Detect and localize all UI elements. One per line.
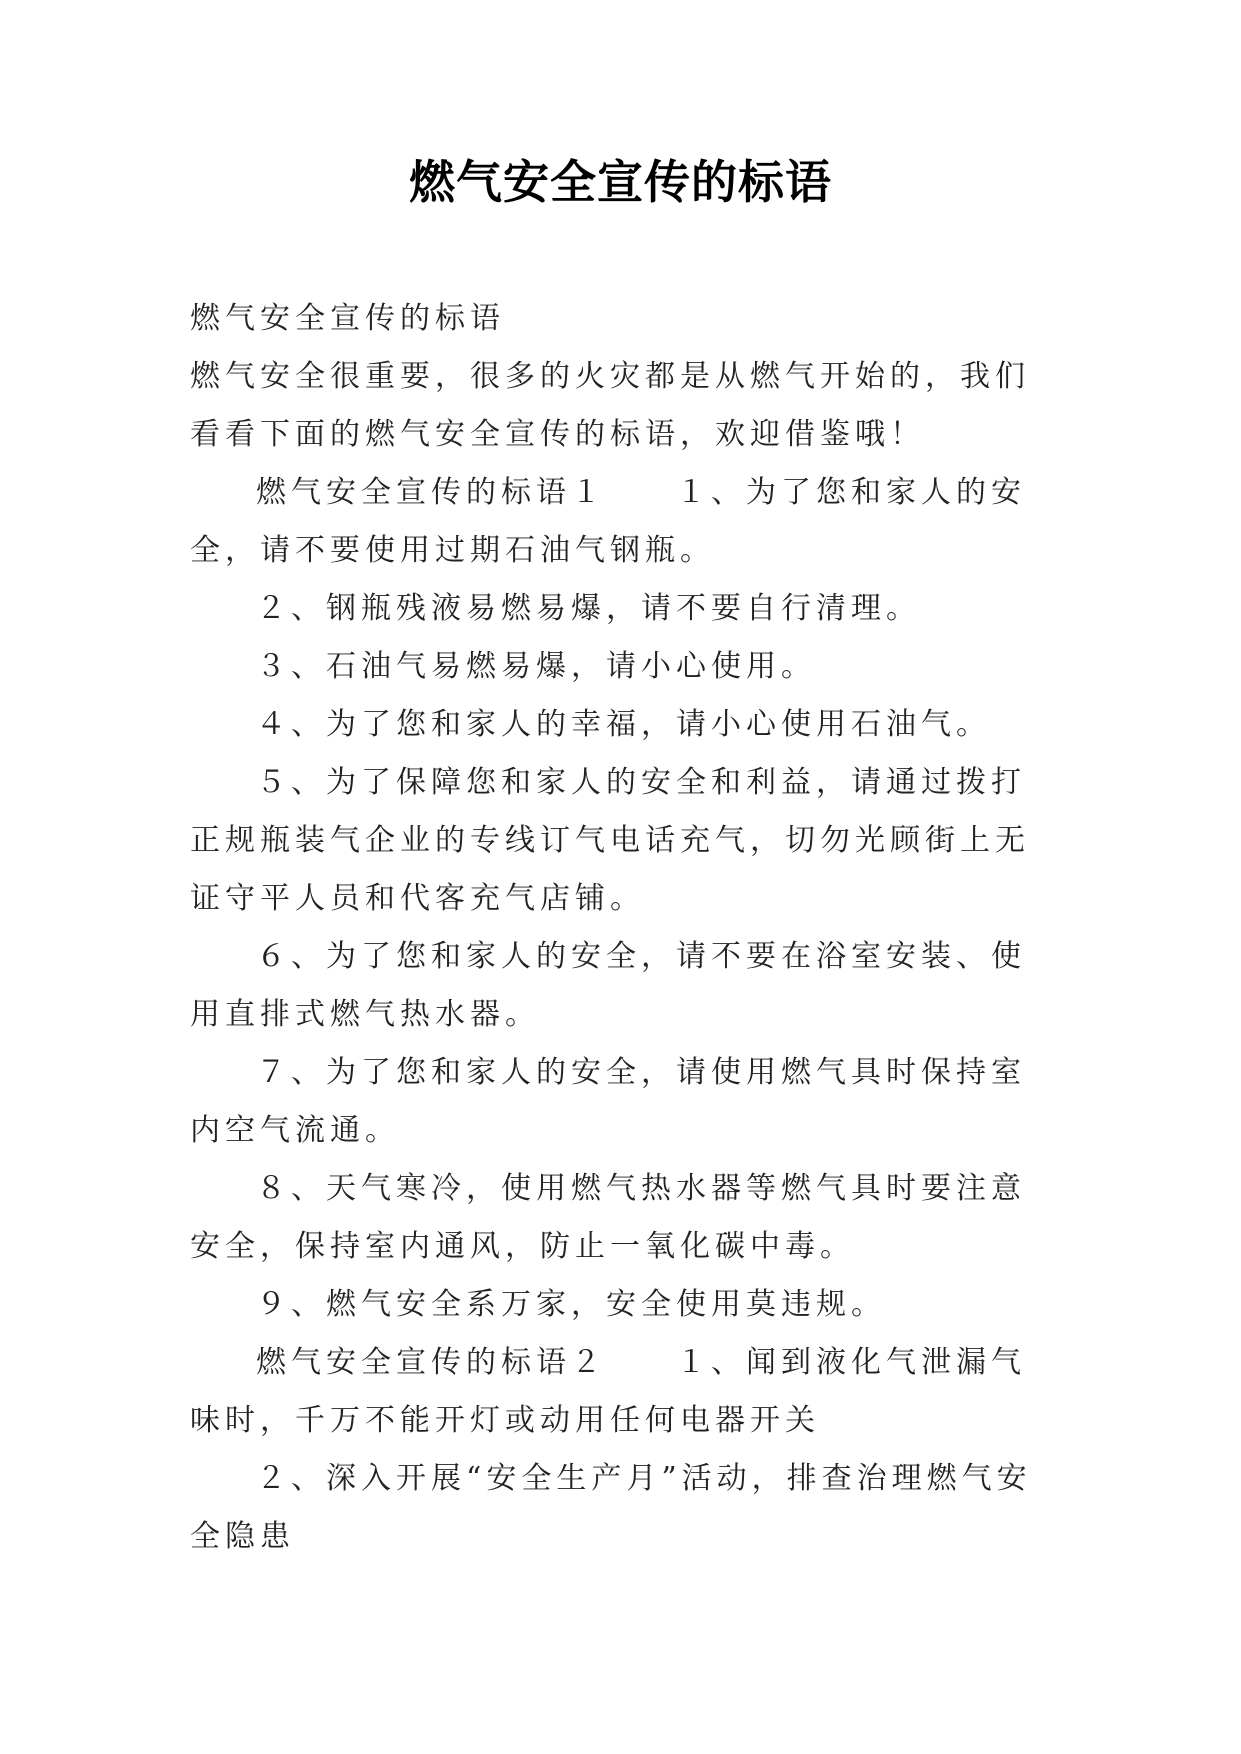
paragraph-slogan-4: ４、为了您和家人的幸福，请小心使用石油气。: [256, 707, 991, 742]
paragraph-slogan-2: ２、钢瓶残液易燃易爆，请不要自行清理。: [256, 591, 921, 626]
paragraph-slogan-group-2-item-2: ２、深入开展“安全生产月”活动，排查治理燃气安全隐患: [190, 1461, 1032, 1554]
paragraph-slogan-9: ９、燃气安全系万家，安全使用莫违规。: [256, 1287, 886, 1322]
document-title: 燃气安全宣传的标语: [409, 155, 832, 209]
paragraph-slogan-7: ７、为了您和家人的安全，请使用燃气具时保持室内空气流通。: [190, 1055, 1026, 1148]
document-body: [190, 290, 1050, 1566]
paragraph-subtitle: 燃气安全宣传的标语: [190, 301, 505, 336]
paragraph-slogan-group-1: 燃气安全宣传的标语１ １、为了您和家人的安全，请不要使用过期石油气钢瓶。: [190, 475, 1026, 568]
paragraph-intro: 燃气安全很重要，很多的火灾都是从燃气开始的，我们看看下面的燃气安全宣传的标语，欢迎借鉴哦！: [190, 359, 1030, 452]
paragraph-slogan-3: ３、石油气易燃易爆，请小心使用。: [256, 649, 816, 684]
paragraph-slogan-5: ５、为了保障您和家人的安全和利益，请通过拨打正规瓶装气企业的专线订气电话充气，切勿光顾街上无证守平人员和代客充气店铺。: [190, 765, 1030, 916]
paragraph-slogan-group-2: 燃气安全宣传的标语２ １、闻到液化气泄漏气味时，千万不能开灯或动用任何电器开关: [190, 1345, 1026, 1438]
paragraph-slogan-6: ６、为了您和家人的安全，请不要在浴室安装、使用直排式燃气热水器。: [190, 939, 1026, 1032]
paragraph-slogan-8: ８、天气寒冷，使用燃气热水器等燃气具时要注意安全，保持室内通风，防止一氧化碳中毒。: [190, 1171, 1026, 1264]
